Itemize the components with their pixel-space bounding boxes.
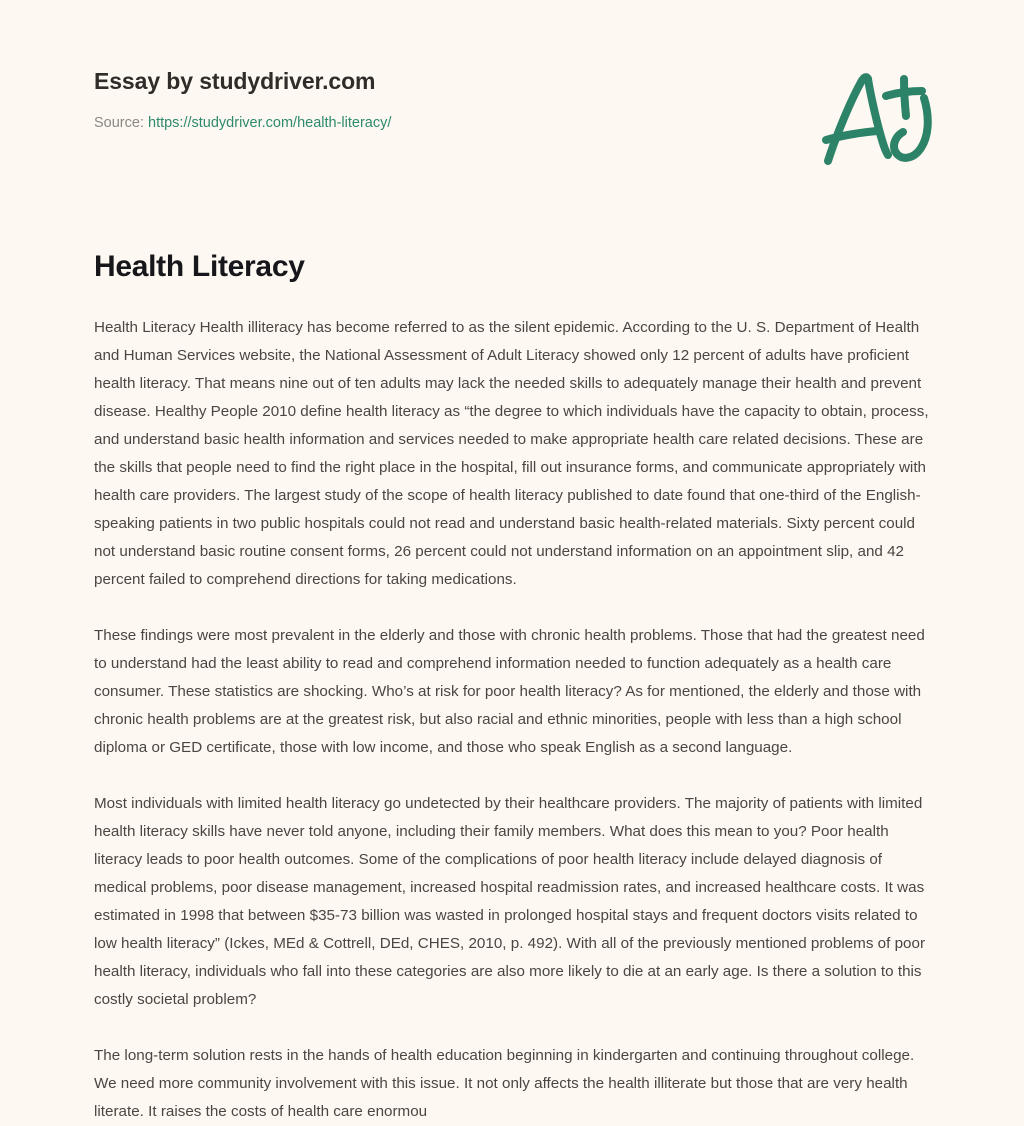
- source-url-link[interactable]: https://studydriver.com/health-literacy/: [148, 114, 392, 131]
- page-title: Health Literacy: [94, 250, 305, 283]
- byline: Essay by studydriver.com: [94, 68, 376, 94]
- article: [94, 248, 934, 1126]
- a-plus-logo-icon: [808, 62, 948, 172]
- article-paragraph: The long-term solution rests in the hands of health education beginning in kindergarten and continuing throughout college. We need more community involvement with this issue. It not only affects the health illiterate but those that are very health literate. It raises the costs of health care enormou: [94, 1046, 915, 1120]
- article-paragraph: Health Literacy Health illiteracy has become referred to as the silent epidemic. According to the U. S. Department of Health and Human Services website, the National Assessment of Adult Literacy showed only 12 percent of adults have proficient health literacy. That means nine out of ten adults may lack the needed skills to adequately manage their health and prevent disease. Healthy People 2010 define health literacy as “the degree to which individuals have the capacity to obtain, process, and understand basic health information and services needed to make appropriate health care related decisions. These are the skills that people need to find the right place in the hospital, fill out insurance forms, and communicate appropriately with health care providers. The largest study of the scope of health literacy published to date found that one-third of the English-speaking patients in two public hospitals could not read and understand basic health-related materials. Sixty percent could not understand basic routine consent forms, 26 percent could not understand information on an appointment slip, and 42 percent failed to comprehend directions for taking medications.: [94, 318, 929, 588]
- studydriver-logo[interactable]: [808, 62, 948, 172]
- article-paragraph: Most individuals with limited health literacy go undetected by their healthcare providers. The majority of patients with limited health literacy skills have never told anyone, including their family members. What does this mean to you? Poor health literacy leads to poor health outcomes. Some of the complications of poor health literacy include delayed diagnosis of medical problems, poor disease management, increased hospital readmission rates, and increased healthcare costs. It was estimated in 1998 that between $35-73 billion was wasted in prolonged hospital stays and frequent doctors visits related to low health literacy” (Ickes, MEd & Cottrell, DEd, CHES, 2010, p. 492). With all of the previously mentioned problems of poor health literacy, individuals who fall into these categories are also more likely to die at an early age. Is there a solution to this costly societal problem?: [94, 794, 926, 1008]
- article-body: [94, 286, 934, 1126]
- source-line: [94, 96, 391, 133]
- source-label: Source:: [94, 114, 148, 131]
- header-text-block: [94, 68, 391, 132]
- article-paragraph: These findings were most prevalent in the elderly and those with chronic health problems. Those that had the greatest need to understand had the least ability to read and comprehend information needed to function adequately as a health care consumer. These statistics are shocking. Who’s at risk for poor health literacy? As for mentioned, the elderly and those with chronic health problems are at the greatest risk, but also racial and ethnic minorities, people with less than a high school diploma or GED certificate, those with low income, and those who speak English as a second language.: [94, 626, 925, 756]
- page-header: [0, 0, 1024, 200]
